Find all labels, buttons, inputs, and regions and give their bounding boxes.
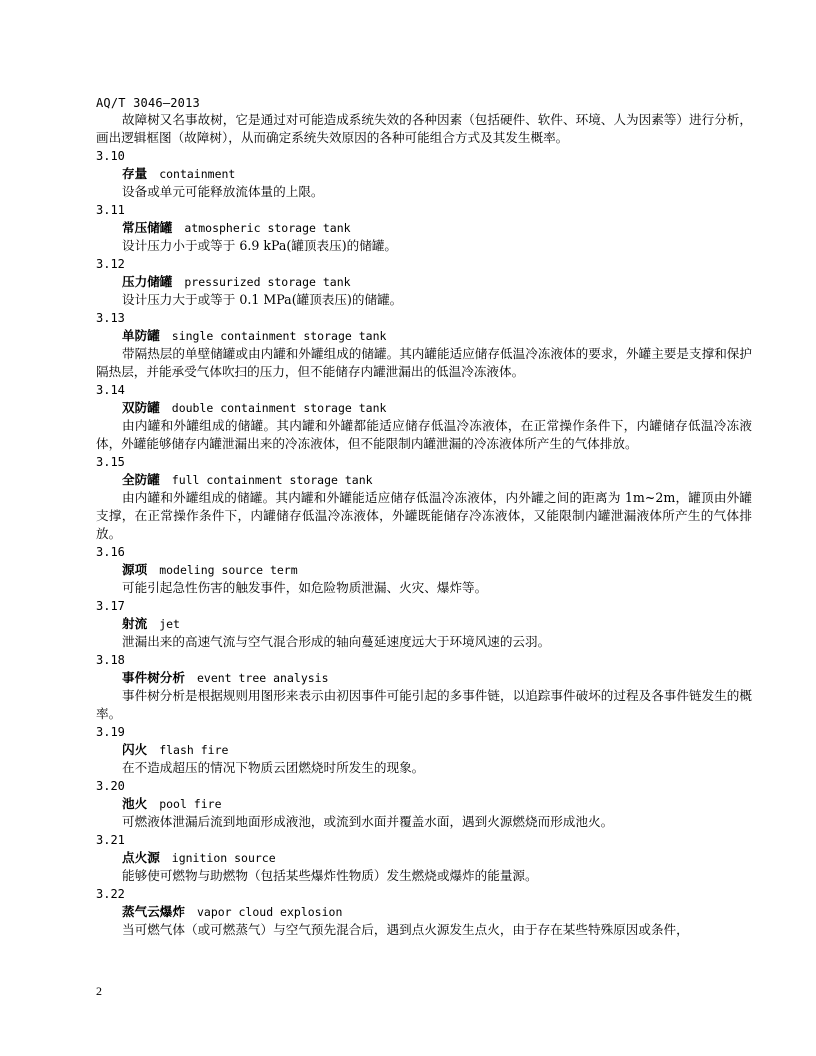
term-chinese: 事件树分析 [122, 670, 185, 685]
term-entry [96, 201, 752, 255]
term-entry [96, 831, 752, 885]
term-heading [96, 795, 752, 813]
clause-number: 3.12 [96, 257, 125, 271]
term-definition: 在不造成超压的情况下物质云团燃烧时所发生的现象。 [122, 760, 425, 775]
term-chinese: 压力储罐 [122, 274, 173, 289]
term-chinese: 源项 [122, 562, 148, 577]
term-definition: 带隔热层的单壁储罐或由内罐和外罐组成的储罐。其内罐能适应储存低温冷冻液体的要求，外罐主要是支撑和保护隔热层，并能承受气体吹扫的压力，但不能储存内罐泄漏出的低温冷冻液体。 [96, 346, 752, 379]
term-definition: 泄漏出来的高速气流与空气混合形成的轴向蔓延速度远大于环境风速的云羽。 [122, 634, 551, 649]
term-english: jet [159, 617, 180, 631]
term-entry [96, 381, 752, 453]
term-heading [96, 273, 752, 291]
term-definition: 事件树分析是根据规则用图形来表示由初因事件可能引起的多事件链，以追踪事件破坏的过程及各事件链发生的概率。 [96, 688, 752, 721]
clause-number: 3.10 [96, 149, 125, 163]
term-entry [96, 255, 752, 309]
clause-number: 3.21 [96, 833, 125, 847]
term-english: double containment storage tank [171, 401, 387, 415]
term-heading [96, 471, 752, 489]
term-heading [96, 669, 752, 687]
term-definition: 设计压力大于或等于 0.1 MPa(罐顶表压)的储罐。 [122, 292, 403, 307]
clause-number: 3.14 [96, 383, 125, 397]
term-english: flash fire [159, 743, 229, 757]
term-sections [96, 147, 752, 939]
term-entry [96, 777, 752, 831]
term-entry [96, 543, 752, 597]
page-number: 2 [96, 984, 102, 998]
term-english: vapor cloud explosion [196, 905, 343, 919]
document-body [96, 111, 752, 939]
term-english: atmospheric storage tank [184, 221, 351, 235]
term-entry [96, 885, 752, 939]
term-chinese: 蒸气云爆炸 [122, 904, 185, 919]
term-chinese: 池火 [122, 796, 148, 811]
clause-number: 3.15 [96, 455, 125, 469]
term-heading [96, 399, 752, 417]
term-chinese: 闪火 [122, 742, 148, 757]
term-chinese: 全防罐 [122, 472, 160, 487]
term-english: modeling source term [159, 563, 298, 577]
term-definition: 设计压力小于或等于 6.9 kPa(罐顶表压)的储罐。 [122, 238, 398, 253]
term-english: single containment storage tank [171, 329, 387, 343]
term-chinese: 射流 [122, 616, 148, 631]
term-entry [96, 723, 752, 777]
clause-number: 3.18 [96, 653, 125, 667]
term-chinese: 常压储罐 [122, 220, 173, 235]
term-english: pool fire [159, 797, 222, 811]
term-english: event tree analysis [196, 671, 329, 685]
term-heading [96, 741, 752, 759]
term-english: containment [159, 167, 236, 181]
term-chinese: 点火源 [122, 850, 160, 865]
clause-number: 3.19 [96, 725, 125, 739]
term-entry [96, 651, 752, 723]
term-entry [96, 453, 752, 543]
term-chinese: 存量 [122, 166, 148, 181]
term-definition: 当可燃气体（或可燃蒸气）与空气预先混合后，遇到点火源发生点火，由于存在某些特殊原因或条件， [122, 922, 689, 937]
clause-number: 3.11 [96, 203, 125, 217]
clause-number: 3.20 [96, 779, 125, 793]
term-entry [96, 147, 752, 201]
clause-number: 3.16 [96, 545, 125, 559]
clause-number: 3.17 [96, 599, 125, 613]
clause-number: 3.13 [96, 311, 125, 325]
term-heading [96, 327, 752, 345]
term-definition: 由内罐和外罐组成的储罐。其内罐和外罐能适应储存低温冷冻液体，内外罐之间的距离为 1m~2m，罐顶由外罐支撑，在正常操作条件下，内罐储存低温冷冻液体，外罐既能储存冷冻液体，又能限制内罐泄漏液体所产生的气体排放。 [96, 490, 752, 541]
term-definition: 由内罐和外罐组成的储罐。其内罐和外罐都能适应储存低温冷冻液体，在正常操作条件下，内罐储存低温冷冻液体，外罐能够储存内罐泄漏出来的冷冻液体，但不能限制内罐泄漏的冷冻液体所产生的气体排放。 [96, 418, 752, 451]
term-english: full containment storage tank [171, 473, 373, 487]
term-chinese: 单防罐 [122, 328, 160, 343]
term-heading [96, 561, 752, 579]
term-definition: 设备或单元可能释放流体量的上限。 [122, 184, 324, 199]
term-heading [96, 219, 752, 237]
term-english: ignition source [171, 851, 276, 865]
term-chinese: 双防罐 [122, 400, 160, 415]
term-entry [96, 309, 752, 381]
term-english: pressurized storage tank [184, 275, 351, 289]
term-heading [96, 849, 752, 867]
term-definition: 能够使可燃物与助燃物（包括某些爆炸性物质）发生燃烧或爆炸的能量源。 [122, 868, 538, 883]
term-definition: 可能引起急性伤害的触发事件，如危险物质泄漏、火灾、爆炸等。 [122, 580, 488, 595]
intro-paragraph: 故障树又名事故树，它是通过对可能造成系统失效的各种因素（包括硬件、软件、环境、人为因素等）进行分析，画出逻辑框图（故障树），从而确定系统失效原因的各种可能组合方式及其发生概率。 [96, 112, 752, 145]
term-heading [96, 615, 752, 633]
standard-number-header: AQ/T 3046—2013 [96, 96, 200, 110]
term-heading [96, 903, 752, 921]
term-heading [96, 165, 752, 183]
term-entry [96, 597, 752, 651]
term-definition: 可燃液体泄漏后流到地面形成液池，或流到水面并覆盖水面，遇到火源燃烧而形成池火。 [122, 814, 614, 829]
clause-number: 3.22 [96, 887, 125, 901]
